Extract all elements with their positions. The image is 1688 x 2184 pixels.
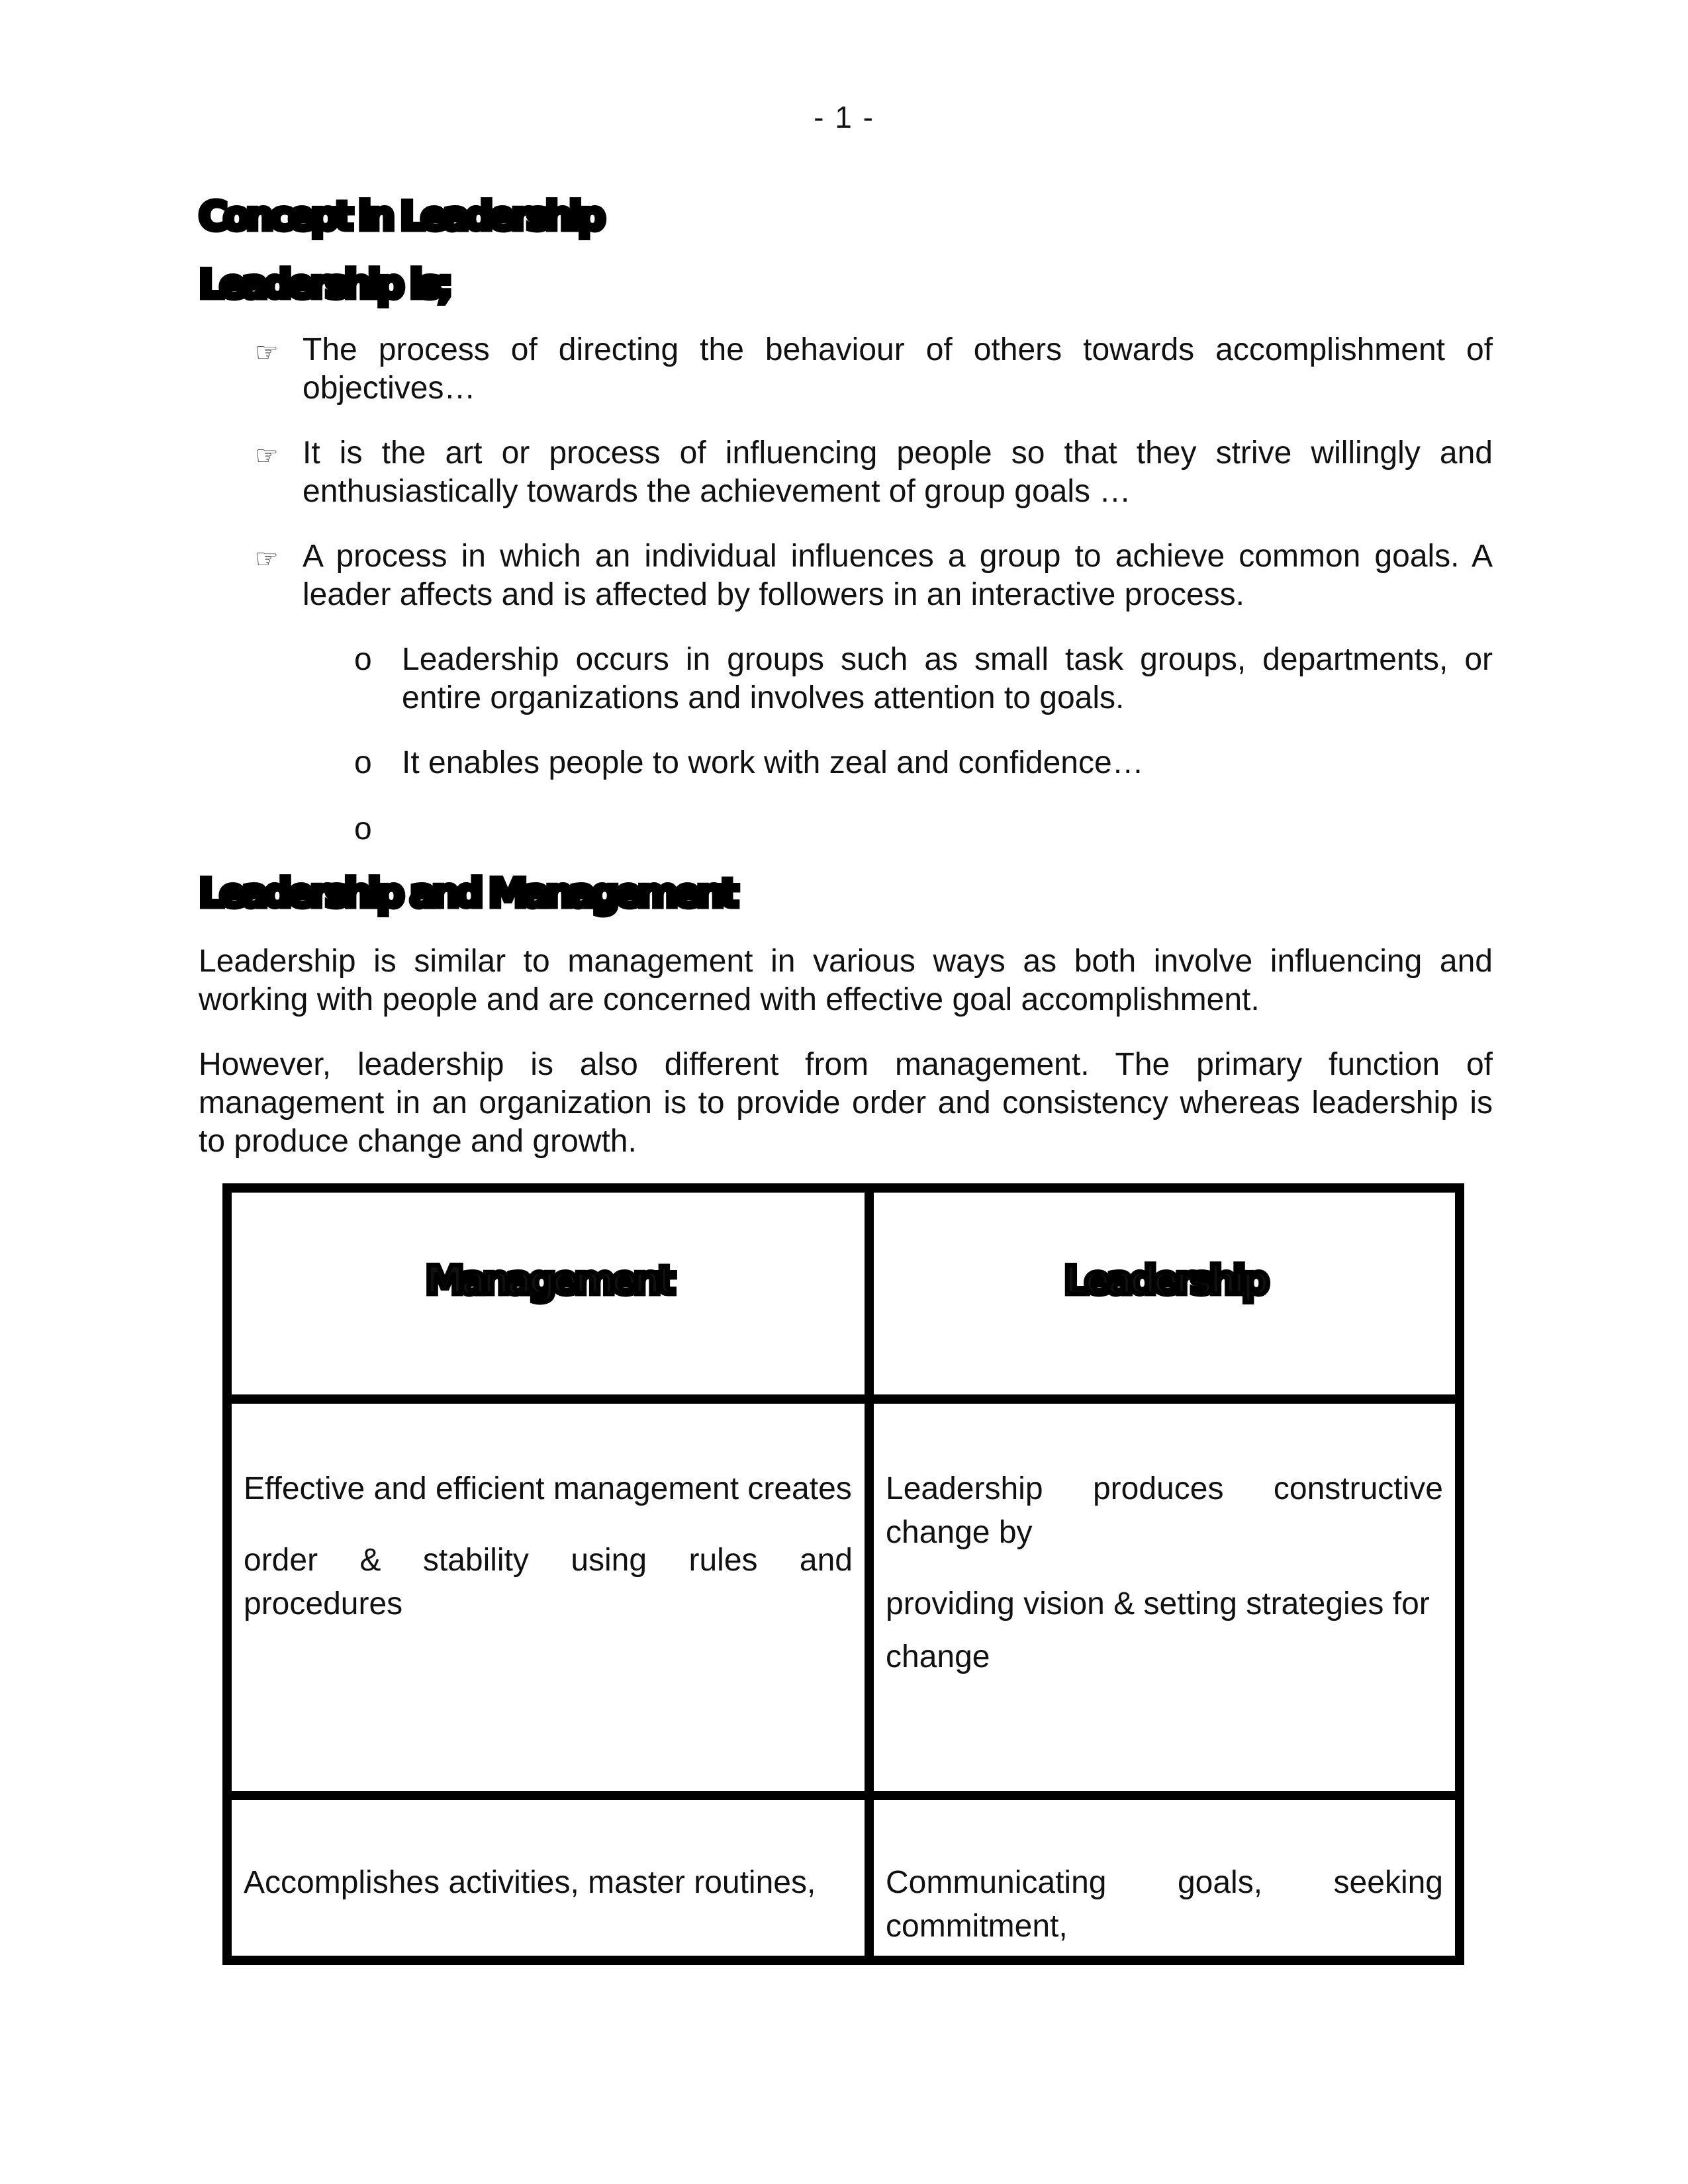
table-header-row [227, 1188, 1460, 1399]
cell-text: Leadership produces constructive change by [886, 1471, 1443, 1550]
table-row [227, 1796, 1460, 1960]
sub-bullet-text: Leadership occurs in groups such as small task groups, departments, or entire organizations and involves attention to goals. [402, 642, 1493, 715]
heading-leadership-and-management: Leadership and Management [199, 870, 735, 917]
comparison-table [222, 1183, 1464, 1965]
sub-bullet-item [354, 744, 1493, 782]
table-cell [227, 1399, 869, 1796]
cell-text: Accomplishes activities, master routines, [244, 1865, 816, 1900]
sub-bullet-marker: o [354, 811, 372, 846]
bullet-text: It is the art or process of influencing people so that they strive willingly and enthusiastically towards the achievement of group goals … [303, 435, 1493, 509]
sub-bullet-marker: o [354, 642, 372, 677]
cell-text: order & stability using rules and procedures [244, 1543, 853, 1621]
bullet-item [255, 434, 1493, 511]
heading-leadership-is: Leadership is; [199, 261, 449, 308]
header-management: Management [425, 1257, 671, 1304]
table-row [227, 1399, 1460, 1796]
bullet-item [255, 537, 1493, 614]
bullet-text: The process of directing the behaviour of others towards accomplishment of objectives… [303, 332, 1493, 406]
heading-concept-in-leadership: Concept in Leadership [199, 193, 602, 240]
table-header-cell [869, 1188, 1460, 1399]
table-header-cell [227, 1188, 869, 1399]
cell-text: Communicating goals, seeking commitment, [886, 1865, 1443, 1944]
pointing-hand-icon: ☞ [255, 545, 279, 574]
pointing-hand-icon: ☞ [255, 441, 279, 471]
bullet-item [255, 331, 1493, 408]
cell-text: change [886, 1639, 990, 1674]
cell-text: Effective and efficient management creates [244, 1471, 852, 1506]
paragraph: Leadership is similar to management in various ways as both involve influencing and working with people and are concerned with effective goal accomplishment. [199, 944, 1493, 1017]
bullet-text: A process in which an individual influences a group to achieve common goals. A leader affects and is affected by followers in an interactive process. [303, 539, 1493, 612]
table-cell [869, 1796, 1460, 1960]
page-number: - 1 - [814, 100, 874, 134]
sub-bullet-text: It enables people to work with zeal and confidence… [402, 745, 1144, 780]
header-leadership: Leadership [1063, 1257, 1266, 1304]
sub-bullet-item [354, 641, 1493, 717]
cell-text: providing vision & setting strategies for [886, 1586, 1430, 1621]
sub-bullet-marker: o [354, 745, 372, 780]
pointing-hand-icon: ☞ [255, 338, 279, 367]
table-cell [869, 1399, 1460, 1796]
table-cell [227, 1796, 869, 1960]
paragraph: However, leadership is also different from management. The primary function of management in an organization is to provide order and consistency whereas leadership is to produce change and growth. [199, 1047, 1493, 1159]
